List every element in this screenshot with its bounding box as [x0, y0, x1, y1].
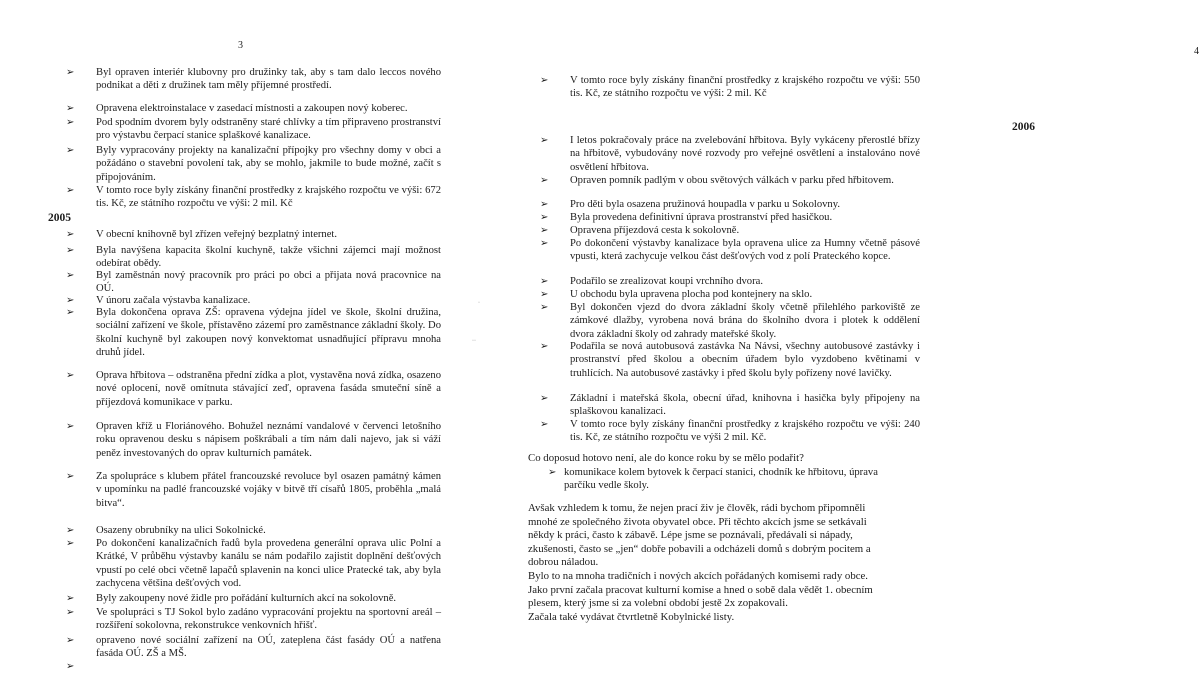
- arrow-bullet-icon: ➢: [66, 270, 75, 281]
- left-page: [0, 0, 480, 680]
- list-item: ➢ Po dokončení výstavby kanalizace byla opravena ulice za Humny včetně pásové vpusti, která zachycuje velkou část dešťových vod z polí Prateckého kopce.: [540, 238, 920, 263]
- list-item: ➢ Byl opraven interiér klubovny pro družinky tak, aby s tam dalo leccos nového podnikat a děti z družinek tam měly příjemné prostředí.: [66, 67, 441, 92]
- arrow-bullet-icon: ➢: [540, 341, 549, 352]
- arrow-bullet-icon: ➢: [66, 538, 75, 549]
- arrow-bullet-icon: ➢: [66, 185, 75, 196]
- scan-speck: ··: [472, 338, 476, 344]
- arrow-bullet-icon: ➢: [66, 471, 75, 482]
- text-line: někdy k práci, často k zábavě. Lépe jsme se poznávali, předávali si nápady,: [528, 529, 853, 542]
- arrow-bullet-icon: ➢: [540, 135, 549, 146]
- list-item: ➢ Byly zakoupeny nové židle pro pořádání kulturních akcí na sokolovně.: [66, 593, 397, 604]
- arrow-bullet-icon: ➢: [540, 289, 549, 300]
- list-item: ➢ Opravena příjezdová cesta k sokolovně.: [540, 225, 740, 236]
- list-item: ➢ Opraven kříž u Floriánového. Bohužel neznámí vandalové v červenci letošního roku opravenou desku s nápisem poškrábali a tím nám dali najevo, jak si váží peněz investovaných do oprav kulturních památek.: [66, 421, 441, 459]
- arrow-bullet-icon: ➢: [540, 393, 549, 404]
- list-item: ➢ Pro děti byla osazena pružinová houpadla v parku u Sokolovny.: [540, 199, 840, 210]
- list-item: ➢ Základní i mateřská škola, obecní úřad, knihovna i hasička byly připojeny na splaškovou kanalizaci.: [540, 393, 920, 418]
- text-line: plesem, který jsme si za volební období jestě 2x zopakovali.: [528, 597, 788, 610]
- list-item: ➢ Za spolupráce s klubem přátel francouzské revoluce byl osazen památný kámen v upomínku na padlé francouzské vojáky v bitvě tří císařů 1805, proběhla „malá bitva“.: [66, 471, 441, 509]
- list-item: ➢ V obecní knihovně byl zřízen veřejný bezplatný internet.: [66, 229, 338, 240]
- arrow-bullet-icon: ➢: [540, 419, 549, 430]
- scan-speck: ·: [478, 300, 480, 306]
- arrow-bullet-icon: ➢: [540, 212, 549, 223]
- arrow-bullet-icon: ➢: [66, 525, 75, 536]
- list-item: ➢ Ve spolupráci s TJ Sokol bylo zadáno vypracování projektu na sportovní areál – rozšíření sokolovna, rekonstrukce venkovních hřišť.: [66, 607, 441, 632]
- arrow-bullet-icon: ➢: [66, 593, 75, 604]
- year-heading: 2005: [48, 212, 71, 224]
- year-heading: 2006: [1012, 121, 1035, 133]
- arrow-bullet-icon: ➢: [66, 117, 75, 128]
- list-item: ➢ Byly vypracovány projekty na kanalizační přípojky pro všechny domy v obci a požádáno o stavební povolení tak, aby se mohlo, jakmile to bude možné, začít s připojováním.: [66, 145, 441, 183]
- arrow-bullet-icon: ➢: [66, 307, 75, 318]
- closing-paragraph: [528, 502, 948, 624]
- arrow-bullet-icon: ➢: [66, 67, 75, 78]
- list-item: ➢ Podařilo se zrealizovat koupi vrchního dvora.: [540, 276, 763, 287]
- arrow-bullet-icon: ➢: [66, 245, 75, 256]
- list-item: ➢ Pod spodním dvorem byly odstraněny staré chlívky a tím připraveno prostranství pro výstavbu čerpací stanice splaškové kanalizace.: [66, 117, 441, 142]
- text-line: Avšak vzhledem k tomu, že nejen prací živ je člověk, rádi bychom připomněli: [528, 502, 866, 514]
- arrow-bullet-icon: ➢: [66, 370, 75, 381]
- text-line: Bylo to na mnoha tradičních i nových akcích pořádaných komisemi rady obce.: [528, 569, 869, 582]
- arrow-bullet-icon: ➢: [540, 238, 549, 249]
- list-item: ➢ Byl dokončen vjezd do dvora základní školy včetně přilehlého parkoviště ze zámkové dlažby, vyrobena nová brána do školního dvora i plotek k oddělení dvora základní školy od zahrady mateřské školy.: [540, 302, 920, 340]
- arrow-bullet-icon: ➢: [66, 661, 75, 672]
- sub-list-item: ➢ komunikace kolem bytovek k čerpací stanici, chodník ke hřbitovu, úprava parčíku vedle školy.: [548, 467, 878, 492]
- text-line: zkušenosti, často se „jen“ dobře pobavili a odcházeli domů s dobrým pocitem a: [528, 542, 871, 555]
- list-item: ➢ V únoru začala výstavba kanalizace.: [66, 295, 251, 306]
- text-line: Jako první začala pracovat kulturní komise a hned o sobě dala vědět 1. obecním: [528, 583, 873, 596]
- arrow-bullet-icon: ➢: [66, 229, 75, 240]
- arrow-bullet-icon: ➢: [66, 103, 75, 114]
- page-number: 4: [1194, 46, 1199, 57]
- arrow-bullet-icon: ➢: [540, 199, 549, 210]
- list-item: ➢ V tomto roce byly získány finanční prostředky z krajského rozpočtu ve výši: 240 tis. Kč, ze státního rozpočtu ve výši 2 mil. Kč.: [540, 419, 920, 444]
- list-item: ➢ Byla dokončena oprava ZŠ: opravena výdejna jídel ve škole, školní družina, sociální zařízení ve škole, přístavěno zázemí pro zaměstnance základní školy. Do školní kuchyně byl zakoupen nový konvektomat usnadňující přípravu mnoha druhů jídel.: [66, 307, 441, 359]
- arrow-bullet-icon: ➢: [540, 75, 549, 86]
- list-item: ➢ Byla navýšena kapacita školní kuchyně, takže všichni zájemci mají možnost odebírat obědy.: [66, 245, 441, 270]
- arrow-bullet-icon: ➢: [66, 635, 75, 646]
- right-page: [480, 0, 1199, 680]
- list-item: ➢ Podařila se nová autobusová zastávka Na Návsi, všechny autobusové zastávky i prostranství před školou a obecním úřadem bylo vyzdobeno květinami v truhlících. Na autobusové zastávky i před školu byly pořízeny nové lavičky.: [540, 341, 920, 379]
- arrow-bullet-icon: ➢: [540, 225, 549, 236]
- text-line: mnohé ze společného života obyvatel obce. Při těchto akcích jsme se setkávali: [528, 515, 867, 528]
- arrow-bullet-icon: ➢: [540, 302, 549, 313]
- list-item: ➢ Opraven pomník padlým v obou světových válkách v parku před hřbitovem.: [540, 175, 894, 186]
- list-item: ➢ I letos pokračovaly práce na zvelebování hřbitova. Byly vykáceny přerostlé břízy na hřbitově, vybudovány nové rozvody pro veřejné osvětlení a instalováno nové osvětlení hřbitova.: [540, 135, 920, 173]
- text-line: dobrou náladou.: [528, 556, 599, 569]
- list-item: ➢ opraveno nové sociální zařízení na OÚ, zateplena část fasády OÚ a natřena fasáda OÚ. ZŠ a MŠ.: [66, 635, 441, 660]
- question-line: Co doposud hotovo není, ale do konce roku by se mělo podařit?: [528, 452, 804, 464]
- list-item: ➢ Po dokončení kanalizačních řadů byla provedena generální oprava ulic Polní a Krátké, V průběhu výstavby kanálu se nám podařilo zajistit doplnění dešťových vpustí po celé obci včetně lapačů splavenin na konci ulice Pratecké tak, aby byla zachycena většina dešťových vod.: [66, 538, 441, 590]
- arrow-bullet-icon: ➢: [540, 276, 549, 287]
- arrow-bullet-icon: ➢: [548, 467, 557, 478]
- text-line: Začala také vydávat čtvrtletně Kobylnické listy.: [528, 610, 735, 623]
- list-item: ➢ Byl zaměstnán nový pracovník pro práci po obci a přijata nová pracovnice na OÚ.: [66, 270, 441, 295]
- list-item: ➢ Byla provedena definitivní úprava prostranství před hasičkou.: [540, 212, 833, 223]
- page-number: 3: [238, 40, 243, 51]
- arrow-bullet-icon: ➢: [540, 175, 549, 186]
- list-item: ➢ U obchodu byla upravena plocha pod kontejnery na sklo.: [540, 289, 813, 300]
- list-item: ➢ Oprava hřbitova – odstraněna přední zídka a plot, vystavěna nová zídka, osazeno nové oplocení, nově omítnuta stávající zeď, opravena fasáda smuteční síně a příjezdová komunikace v parku.: [66, 370, 441, 408]
- arrow-bullet-icon: ➢: [66, 607, 75, 618]
- list-item: ➢ Osazeny obrubníky na ulici Sokolnické.: [66, 525, 266, 536]
- list-item: ➢ V tomto roce byly získány finanční prostředky z krajského rozpočtu ve výši: 550 tis. Kč, ze státního rozpočtu ve výši: 2 mil. Kč: [540, 75, 920, 100]
- arrow-bullet-icon: ➢: [66, 421, 75, 432]
- list-item: ➢ Opravena elektroinstalace v zasedací místnosti a zakoupen nový koberec.: [66, 103, 408, 114]
- list-item: ➢ V tomto roce byly získány finanční prostředky z krajského rozpočtu ve výši: 672 tis. Kč, ze státního rozpočtu ve výši: 2 mil. Kč: [66, 185, 441, 210]
- arrow-bullet-icon: ➢: [66, 295, 75, 306]
- arrow-bullet-icon: ➢: [66, 145, 75, 156]
